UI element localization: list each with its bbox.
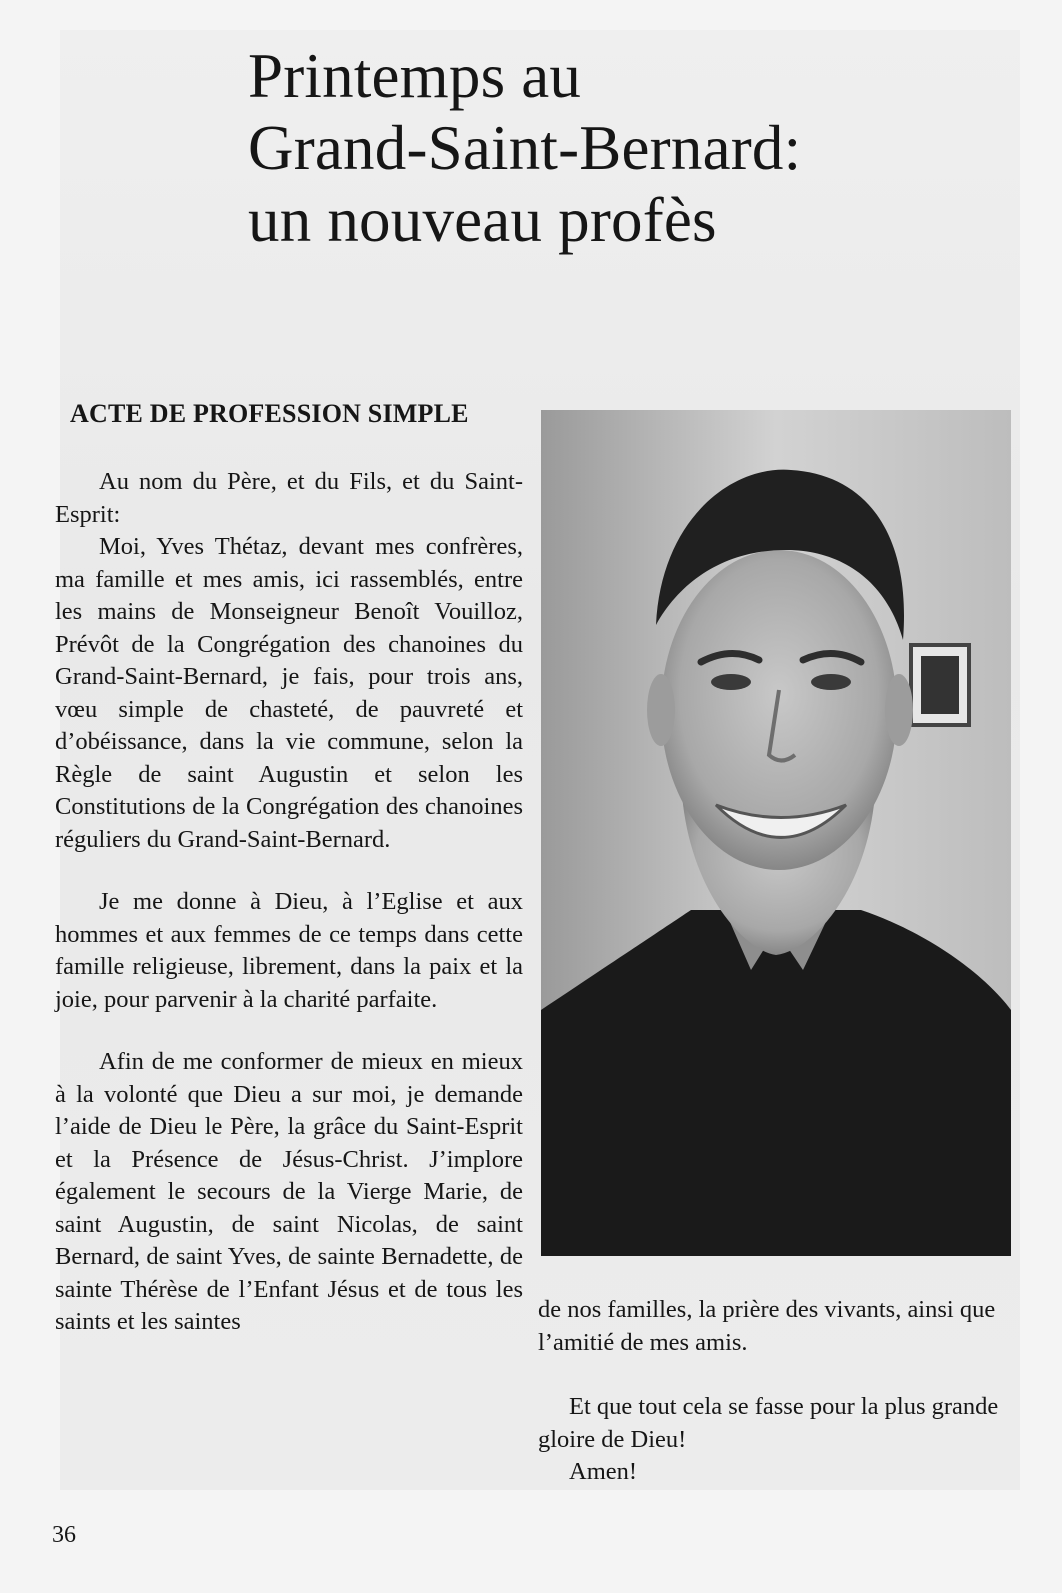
title-line-1: Printemps au xyxy=(248,41,582,111)
paragraph-gloria: Et que tout cela se fasse pour la plus grande gloire de Dieu! xyxy=(538,1393,999,1453)
paragraph-continuation: de nos familles, la prière des vivants, ainsi que l’amitié de mes amis. xyxy=(538,1296,996,1356)
page-number: 36 xyxy=(52,1522,76,1548)
section-heading: ACTE DE PROFESSION SIMPLE xyxy=(70,399,469,428)
left-column xyxy=(55,466,523,1339)
paragraph-amen: Amen! xyxy=(569,1458,638,1485)
paragraph-vow: Moi, Yves Thétaz, devant mes confrères, ma famille et mes amis, ici rassemblés, entre les mains de Monseigneur Benoît Vouilloz, Prévôt de la Congrégation des chanoines du Grand-Saint-Bernard, je fais, pour trois ans, vœu simple de chasteté, de pauvreté et d’obéissance, dans la vie commune, selon la Règle de saint Augustin et selon les Constitutions de la Congrégation des chanoines réguliers du Grand-Saint-Bernard. xyxy=(55,533,523,853)
title-line-2: Grand-Saint-Bernard: xyxy=(248,113,802,183)
paragraph-gift: Je me donne à Dieu, à l’Eglise et aux hommes et aux femmes de ce temps dans cette famille religieuse, librement, dans la paix et la joie, pour parvenir à la charité parfaite. xyxy=(55,888,523,1013)
portrait-photo xyxy=(541,410,1011,1256)
paragraph-invocation: Au nom du Père, et du Fils, et du Saint-Esprit: xyxy=(55,468,523,528)
article-title xyxy=(248,40,801,256)
title-line-3: un nouveau profès xyxy=(248,185,717,255)
right-column xyxy=(538,1294,1008,1489)
paragraph-prayer: Afin de me conformer de mieux en mieux à la volonté que Dieu a sur moi, je demande l’aide de Dieu le Père, la grâce du Saint-Esprit et la Présence de Jésus-Christ. J’implore également le secours de la Vierge Marie, de saint Augustin, de saint Nicolas, de saint Bernard, de saint Yves, de sainte Bernadette, de sainte Thérèse de l’Enfant Jésus et de tous les saints et les saintes xyxy=(55,1048,523,1335)
